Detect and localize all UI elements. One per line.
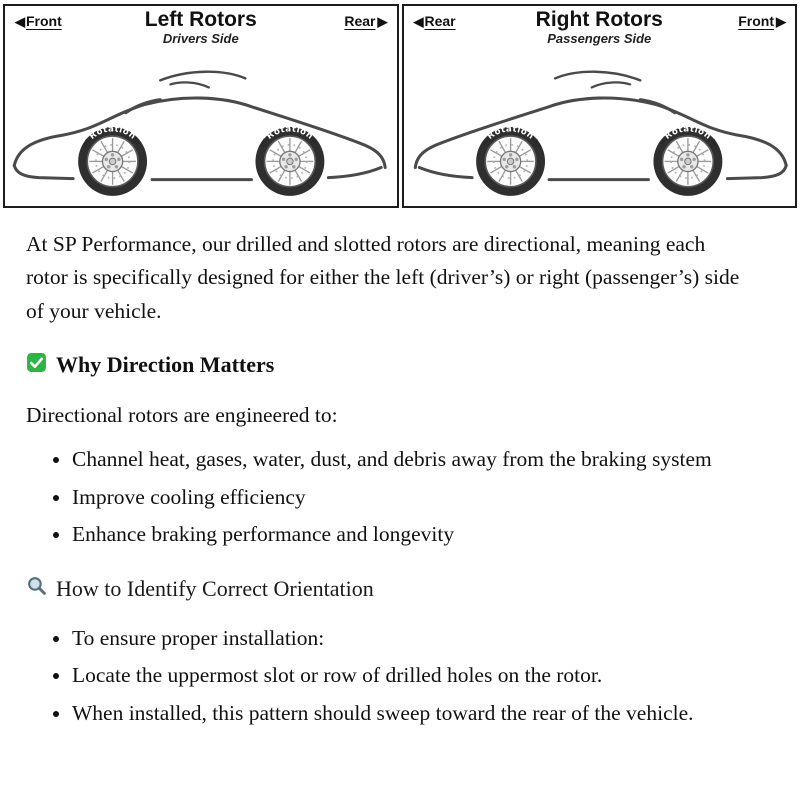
rotation-label: Rotation <box>662 124 713 142</box>
left-rotors-panel <box>3 4 399 208</box>
panel-subtitle: Passengers Side <box>547 31 652 47</box>
list-item: • Locate the uppermost slot or row of drilled holes on the rotor. <box>72 659 756 692</box>
direction-text: Front <box>738 13 774 29</box>
car-illustration-left <box>5 54 397 206</box>
article-content <box>0 228 800 730</box>
section-title: Why Direction Matters <box>56 352 275 378</box>
list-item: • Channel heat, gases, water, dust, and debris away from the braking system <box>72 443 756 476</box>
right-panel-title-block <box>404 9 796 46</box>
right-arrow-icon: ▶ <box>377 14 387 29</box>
orientation-list <box>26 622 756 730</box>
direction-text: Rear <box>344 13 376 29</box>
engineered-intro: Directional rotors are engineered to: <box>26 402 338 427</box>
section-why-direction-matters <box>26 352 774 379</box>
engineered-list <box>26 443 756 551</box>
rotation-label: Rotation <box>87 124 138 142</box>
section-title: How to Identify Correct Orientation <box>56 575 374 601</box>
panel-subtitle: Drivers Side <box>162 31 239 47</box>
right-arrow-icon: ▶ <box>776 14 785 29</box>
rotation-label: Rotation <box>485 124 536 142</box>
check-icon <box>26 352 47 379</box>
section-identify-orientation <box>26 575 774 602</box>
list-item: • Improve cooling efficiency <box>72 481 756 514</box>
panel-title: Right Rotors <box>535 8 663 31</box>
list-item: • To ensure proper installation: <box>72 622 756 655</box>
rotation-label: Rotation <box>265 124 315 142</box>
list-item: • Enhance braking performance and longevity <box>72 518 756 551</box>
left-panel-title-block <box>5 9 397 46</box>
left-panel-header <box>5 6 397 54</box>
list-item: • When installed, this pattern should sweep toward the rear of the vehicle. <box>72 697 756 730</box>
right-rotors-panel <box>402 4 798 208</box>
rotor-diagram <box>0 0 800 208</box>
intro-paragraph: At SP Performance, our drilled and slotted rotors are directional, meaning each rotor is specifically designed for either the left (driver’s) or right (passenger’s) side of your vehicle. <box>26 232 740 323</box>
magnifier-icon <box>26 575 47 602</box>
car-illustration-right <box>404 54 796 206</box>
left-arrow-icon: ◀ <box>413 14 423 29</box>
right-panel-header <box>404 6 796 54</box>
left-arrow-icon: ◀ <box>15 14 24 29</box>
panel-title: Left Rotors <box>144 8 257 31</box>
direction-text: Front <box>26 13 62 29</box>
direction-text: Rear <box>424 13 456 29</box>
